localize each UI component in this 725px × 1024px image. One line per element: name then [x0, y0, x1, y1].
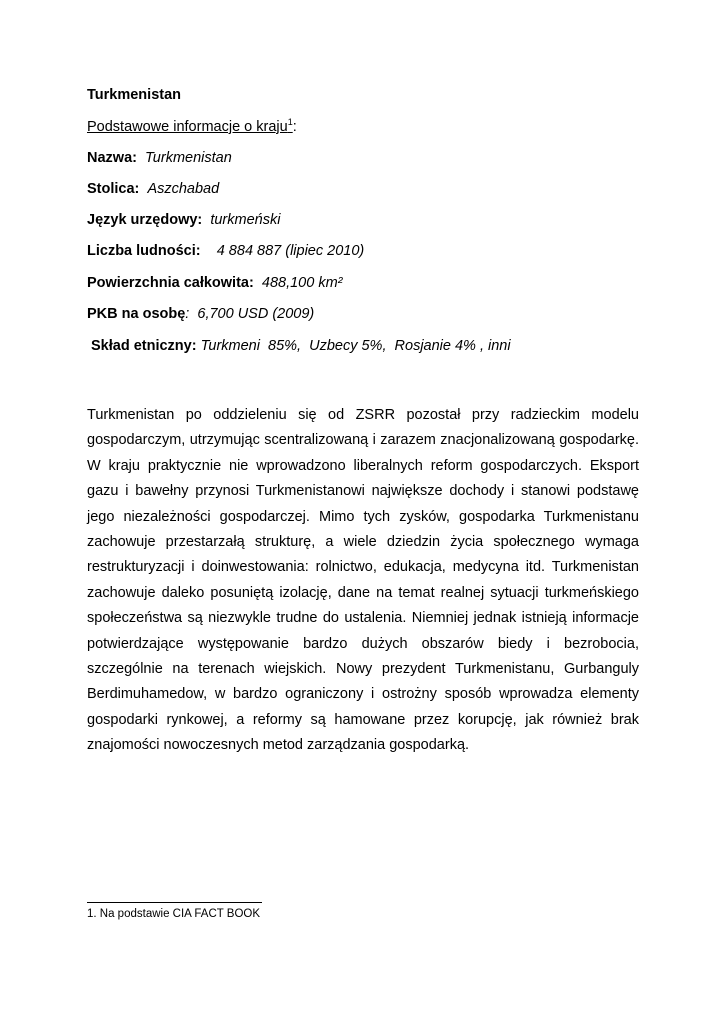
fact-label: Powierzchnia całkowita:	[87, 275, 254, 291]
fact-language	[87, 211, 280, 229]
fact-label: Język urzędowy:	[87, 212, 203, 228]
footnote-reference[interactable]: 1	[287, 117, 293, 127]
fact-population	[87, 242, 364, 260]
fact-value: turkmeński	[210, 212, 281, 228]
fact-label: Liczba ludności:	[87, 243, 201, 259]
fact-gdp	[87, 305, 314, 323]
fact-value: Turkmeni 85%, Uzbecy 5%, Rosjanie 4% , inni	[200, 338, 511, 354]
subtitle-text: Podstawowe informacje o kraju$^1$	[87, 117, 293, 135]
body-paragraph	[87, 403, 639, 759]
fact-value: 6,700 USD (2009)	[197, 306, 315, 322]
fact-label: Stolica:	[87, 181, 140, 197]
section-subtitle	[87, 118, 297, 136]
fact-label: PKB na osobę	[87, 306, 186, 322]
fact-label: Skład etniczny:	[91, 338, 197, 354]
footnote-divider	[87, 902, 262, 903]
fact-label-colon: :	[185, 306, 190, 322]
fact-value: 488,100 km²	[261, 275, 343, 291]
fact-value: Turkmenistan	[145, 150, 232, 166]
paragraph-text: Turkmenistan po oddzieleniu się od ZSRR pozostał przy radzieckim modelu gospodarczym, utrzymując scentralizowaną i zarazem znacjonalizowaną gospodarkę. W kraju praktycznie nie wprowadzono liberalnych reform gospodarczych. Eksport gazu i bawełny przynosi Turkmenistanowi największe dochody i stanowi podstawę jego niezależności gospodarczej. Mimo tych zysków, gospodarka Turkmenistanu zachowuje przestarzałą strukturę, a wiele dziedzin życia społecznego wymaga restrukturyzacji i doinwestowania: rolnictwo, edukacja, medycyna itd. Turkmenistan zachowuje daleko posuniętą izolację, dane na temat realnej sytuacji turkmeńskiego społeczeństwa są niezwykle trudne do ustalenia. Niemniej jednak istnieją informacje potwierdzające występowanie bardzo dużych obszarów biedy i bezrobocia, szczególnie na terenach wiejskich. Nowy prezydent Turkmenistanu, Gurbanguly Berdimuhamedow, w bardzo ograniczony i ostrożny sposób wprowadza elementy gospodarki rynkowej, a reformy są hamowane przez korupcję, jak również brak znajomości nowoczesnych metod zarządzania gospodarką.	[87, 407, 639, 754]
fact-value: Aszchabad	[147, 181, 220, 197]
document-title: Turkmenistan	[87, 87, 182, 103]
fact-name	[87, 149, 232, 167]
footnote: 1. Na podstawie CIA FACT BOOK	[87, 908, 260, 920]
fact-area	[87, 274, 342, 292]
subtitle-colon: :	[292, 119, 297, 135]
fact-ethnic	[91, 337, 511, 355]
fact-value: 4 884 887 (lipiec 2010)	[216, 243, 365, 259]
fact-label: Nazwa:	[87, 150, 137, 166]
fact-capital	[87, 180, 219, 198]
